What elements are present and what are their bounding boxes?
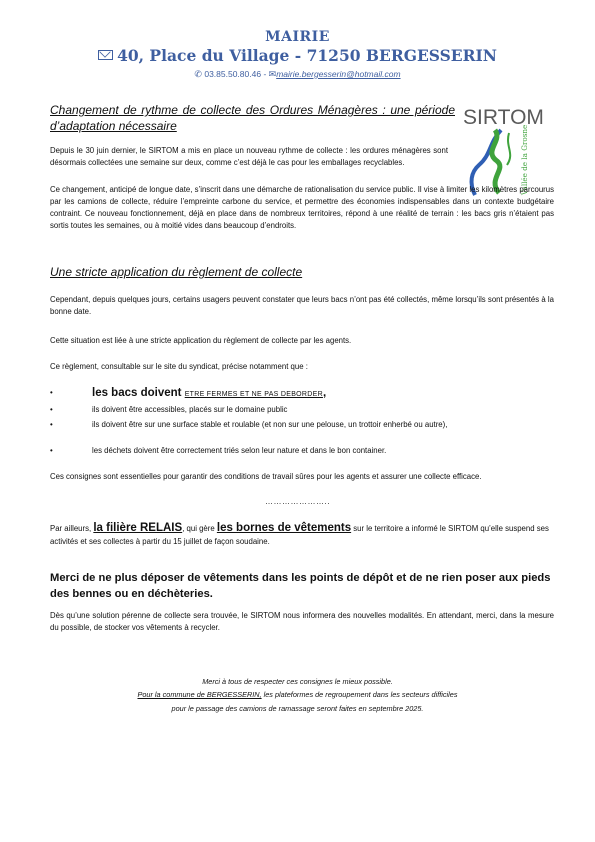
footer-thanks: Merci à tous de respecter ces consignes le mieux possible.: [202, 677, 393, 686]
contact-line: [0, 69, 595, 80]
bullet-icon: •: [50, 446, 53, 455]
mairie-title: MAIRIE: [265, 29, 330, 45]
relais-text-e: sur le territoire a informé le SIRTOM qu’elle suspend ses activités et ses collectes à partir du 15 juillet de façon soudaine.: [50, 524, 549, 546]
paragraph-uncollected: Cependant, depuis quelques jours, certains usagers peuvent constater que leurs bacs n’ont pas été collectés, même lorsqu’ils sont présentés à la bonne date.: [50, 295, 554, 316]
envelope-icon: [98, 50, 113, 60]
clothing-warning: Merci de ne plus déposer de vêtements dans les points de dépôt et de ne rien poser aux pieds des bennes ou en déchèteries.: [50, 572, 551, 600]
list-item: [50, 419, 554, 431]
paragraph-regulation: Ce règlement, consultable sur le site du syndicat, précise notamment que :: [50, 362, 308, 371]
paragraph-intro: Depuis le 30 juin dernier, le SIRTOM a mis en place un nouveau rythme de collecte : les ordures ménagères sont désormais collectées une semaine sur deux, comme c’est déjà le cas pour les emballages recyclables.: [50, 146, 448, 167]
section-title-collection-change: Changement de rythme de collecte des Ordures Ménagères : une période d’adaptation nécessaire: [50, 103, 455, 133]
footer-commune-text: les plateformes de regroupement dans les secteurs difficiles: [261, 690, 458, 699]
logo-green-stroke: [507, 133, 510, 165]
bullet-caps: ETRE FERMES ET NE PAS DEBORDER: [184, 391, 323, 398]
bullet-lead: les bacs doivent: [92, 387, 185, 399]
logo-tagline: Vallée de la Grosne: [520, 124, 529, 195]
section-title-rules: Une stricte application du règlement de collecte: [50, 265, 303, 279]
mairie-address: [0, 46, 595, 65]
bullet-icon: •: [50, 420, 53, 429]
bullet-icon: •: [50, 405, 53, 414]
paragraph-instructions: Ces consignes sont essentielles pour garantir des conditions de travail sûres pour les agents et assurer une collecte efficace.: [50, 472, 482, 481]
paragraph-relais: [50, 522, 554, 548]
paragraph-rationale: Ce changement, anticipé de longue date, s’inscrit dans une démarche de rationalisation du service public. Il vise à limiter les kilomètres parcourus par les camions de collecte, réduire l’empreinte carbone du service, et permettre des économies indispensables dans un contexte budgétaire contraint. Ce nouveau fonctionnement, déjà en place dans de nombreux territoires, répond à une réalité de terrain : les bacs gris n’étaient pas sortis toutes les semaines, ou à moitié vides dans beaucoup d’endroits.: [50, 185, 554, 230]
relais-text-c: , qui gère: [182, 524, 217, 533]
bullet-text: ils doivent être accessibles, placés sur le domaine public: [92, 405, 288, 414]
bullet-end: ,: [322, 387, 327, 399]
paragraph-strict-rules: Cette situation est liée à une stricte application du règlement de collecte par les agents.: [50, 336, 352, 345]
footer-commune-label: Pour la commune de BERGESSERIN,: [137, 690, 262, 699]
phone-number: 03.85.50.80.46: [204, 69, 262, 79]
bullet-text: ils doivent être sur une surface stable et roulable (et non sur une pelouse, un trottoir enherbé ou autre),: [92, 420, 448, 429]
bullet-icon: •: [50, 388, 53, 397]
clothing-bins-highlight: les bornes de vêtements: [216, 522, 352, 534]
email-link[interactable]: mairie.bergesserin@hotmail.com: [276, 69, 401, 79]
relais-highlight: la filière RELAIS: [93, 522, 183, 534]
logo-name: SIRTOM: [463, 106, 544, 129]
contact-separator: -: [261, 69, 269, 79]
relais-text-a: Par ailleurs,: [50, 524, 94, 533]
separator-dots: …………………..: [265, 497, 330, 506]
bullet-text: les déchets doivent être correctement triés selon leur nature et dans le bon container.: [92, 446, 387, 455]
footer-schedule: pour le passage des camions de ramassage seront faites en septembre 2025.: [171, 704, 424, 713]
list-item: [50, 404, 554, 416]
email-icon: ✉: [268, 69, 277, 79]
list-item: [50, 387, 554, 401]
address-text: 40, Place du Village - 71250 BERGESSERIN: [117, 46, 497, 65]
list-item: [50, 445, 554, 457]
paragraph-future-solution: Dès qu’une solution pérenne de collecte sera trouvée, le SIRTOM nous informera des nouvelles modalités. En attendant, merci, dans la mesure du possible, de stocker vos vêtements à recycler.: [50, 611, 554, 632]
footer-commune: [0, 690, 595, 700]
phone-icon: ✆: [194, 69, 202, 79]
